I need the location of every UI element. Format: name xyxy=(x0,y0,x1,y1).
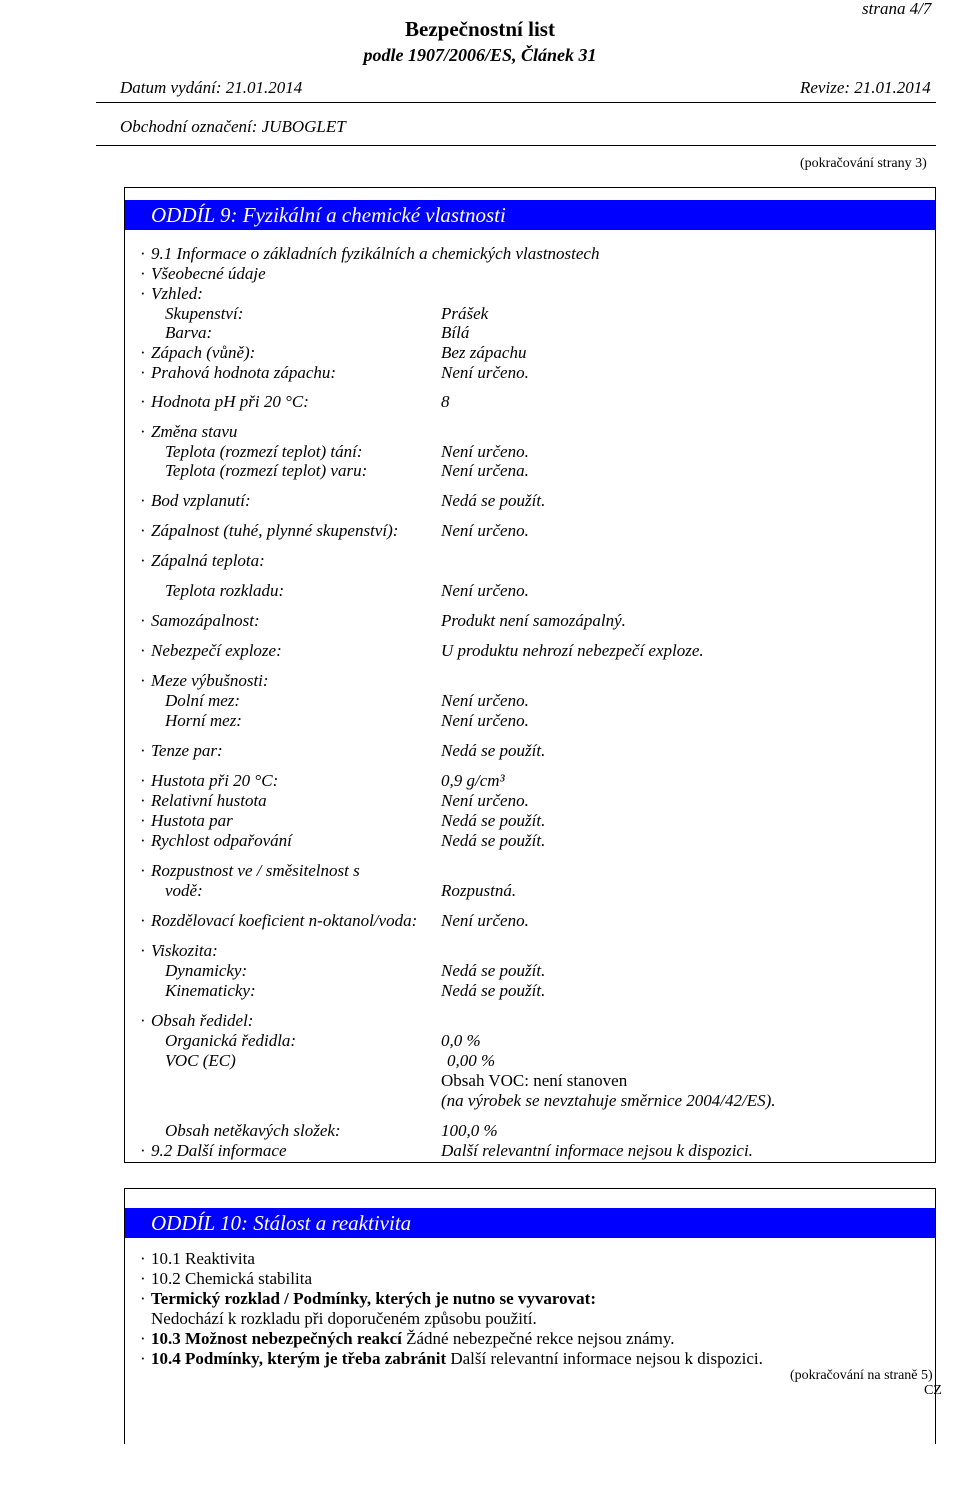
density-value: 0,9 g/cm³ xyxy=(441,771,505,790)
solubility-label: · Rozpustnost ve / směsitelnost s xyxy=(151,862,360,879)
document-subtitle: podle 1907/2006/ES, Článek 31 xyxy=(363,45,597,65)
evaporation-rate-value: Nedá se použít. xyxy=(441,831,546,850)
melting-value: Není určeno. xyxy=(441,442,529,461)
color-value: Bílá xyxy=(441,323,470,342)
boiling-label: Teplota (rozmezí teplot) varu: xyxy=(165,461,368,480)
subsection-9-2: · 9.2 Další informace xyxy=(151,1142,287,1159)
viscosity-heading: · Viskozita: xyxy=(151,942,218,959)
organic-solvents-value: 0,0 % xyxy=(441,1031,481,1050)
melting-label: Teplota (rozmezí teplot) tání: xyxy=(165,442,363,461)
vapour-density-label: · Hustota par xyxy=(151,812,233,829)
general-info-heading: · Všeobecné údaje xyxy=(151,265,266,282)
kinematic-viscosity-label: Kinematicky: xyxy=(165,981,256,1000)
partition-coefficient-value: Není určeno. xyxy=(441,911,529,930)
subsection-9-2-value: Další relevantní informace nejsou k dispozici. xyxy=(441,1141,753,1160)
dynamic-viscosity-value: Nedá se použít. xyxy=(441,961,546,980)
state-value: Prášek xyxy=(441,304,489,323)
section-9-title: ODDÍL 9: Fyzikální a chemické vlastnosti xyxy=(151,203,506,227)
relative-density-value: Není určeno. xyxy=(441,791,529,810)
organic-solvents-label: Organická ředidla: xyxy=(165,1031,297,1050)
vapour-pressure-value: Nedá se použít. xyxy=(441,741,546,760)
subsection-9-1: · 9.1 Informace o základních fyzikálních a chemických vlastnostech xyxy=(151,245,599,262)
vapour-pressure-label: · Tenze par: xyxy=(151,742,223,759)
flash-point-value: Nedá se použít. xyxy=(441,491,546,510)
header-divider xyxy=(96,102,936,103)
odor-value: Bez zápachu xyxy=(441,343,527,362)
partition-coefficient-label: · Rozdělovací koeficient n-oktanol/voda: xyxy=(151,912,417,929)
voc-value: 0,00 % xyxy=(447,1051,496,1070)
boiling-value: Není určena. xyxy=(441,461,529,480)
revision-date: Revize: 21.01.2014 xyxy=(800,78,931,97)
conditions-to-avoid-item xyxy=(151,1350,763,1367)
section-9-heading xyxy=(125,200,935,230)
ph-label: · Hodnota pH při 20 °C: xyxy=(151,393,309,410)
lower-limit-label: Dolní mez: xyxy=(165,691,241,710)
self-ignition-label: · Samozápalnost: xyxy=(151,612,260,629)
thermal-decomposition-value: Nedochází k rozkladu při doporučeném způsobu použití. xyxy=(151,1309,537,1328)
solvents-heading: · Obsah ředidel: xyxy=(151,1012,253,1029)
issue-date: Datum vydání: 21.01.2014 xyxy=(120,78,303,97)
vapour-density-value: Nedá se použít. xyxy=(441,811,546,830)
decomposition-label: Teplota rozkladu: xyxy=(165,581,285,600)
relative-density-label: · Relativní hustota xyxy=(151,792,267,809)
odor-label: · Zápach (vůně): xyxy=(151,344,255,361)
section-10-box xyxy=(124,1188,936,1444)
chemical-stability-item: · 10.2 Chemická stabilita xyxy=(151,1270,312,1287)
dynamic-viscosity-label: Dynamicky: xyxy=(165,961,248,980)
explosion-danger-label: · Nebezpečí exploze: xyxy=(151,642,282,659)
thermal-decomposition-label: · Termický rozklad / Podmínky, kterých je nutno se vyvarovat: xyxy=(151,1290,596,1307)
voc-directive-note: (na výrobek se nevztahuje směrnice 2004/42/ES). xyxy=(441,1091,776,1110)
nonvolatile-value: 100,0 % xyxy=(441,1121,498,1140)
page-number: strana 4/7 xyxy=(862,0,932,18)
odor-threshold-value: Není určeno. xyxy=(441,363,529,382)
conditions-to-avoid-value: Další relevantní informace nejsou k dispozici. xyxy=(450,1349,763,1368)
reactivity-item: · 10.1 Reaktivita xyxy=(151,1250,255,1267)
evaporation-rate-label: · Rychlost odpařování xyxy=(151,832,292,849)
ph-value: 8 xyxy=(441,392,450,411)
section-9-box xyxy=(124,187,936,1163)
self-ignition-value: Produkt není samozápalný. xyxy=(441,611,626,630)
flash-point-label: · Bod vzplanutí: xyxy=(151,492,251,509)
decomposition-value: Není určeno. xyxy=(441,581,529,600)
continued-to-note: (pokračování na straně 5) xyxy=(790,1368,933,1383)
color-label: Barva: xyxy=(165,323,213,342)
hazardous-reactions-label: 10.3 Možnost nebezpečných reakcí xyxy=(151,1329,402,1348)
nonvolatile-label: Obsah netěkavých složek: xyxy=(165,1121,341,1140)
flammability-label: · Zápalnost (tuhé, plynné skupenství): xyxy=(151,522,398,539)
upper-limit-value: Není určeno. xyxy=(441,711,529,730)
lower-limit-value: Není určeno. xyxy=(441,691,529,710)
explosive-limits-heading: · Meze výbušnosti: xyxy=(151,672,269,689)
appearance-heading: · Vzhled: xyxy=(151,285,203,302)
upper-limit-label: Horní mez: xyxy=(165,711,242,730)
ignition-temp-label: · Zápalná teplota: xyxy=(151,552,265,569)
trade-name-divider xyxy=(96,145,936,146)
kinematic-viscosity-value: Nedá se použít. xyxy=(441,981,546,1000)
voc-label: VOC (EC) xyxy=(165,1051,236,1070)
odor-threshold-label: · Prahová hodnota zápachu: xyxy=(151,364,336,381)
continued-from-note: (pokračování strany 3) xyxy=(800,156,927,171)
solubility-value: Rozpustná. xyxy=(441,881,517,900)
hazardous-reactions-item xyxy=(151,1330,675,1347)
state-change-heading: · Změna stavu xyxy=(151,423,237,440)
hazardous-reactions-value: Žádné nebezpečné rekce nejsou známy. xyxy=(406,1329,675,1348)
solubility-label-cont: vodě: xyxy=(165,881,203,900)
section-10-heading xyxy=(125,1208,935,1238)
document-title: Bezpečnostní list xyxy=(405,17,555,41)
state-label: Skupenství: xyxy=(165,304,244,323)
language-code: CZ xyxy=(924,1383,942,1398)
section-10-title: ODDÍL 10: Stálost a reaktivita xyxy=(151,1211,412,1235)
conditions-to-avoid-label: 10.4 Podmínky, kterým je třeba zabránit xyxy=(151,1349,447,1368)
flammability-value: Není určeno. xyxy=(441,521,529,540)
voc-note: Obsah VOC: není stanoven xyxy=(441,1071,628,1090)
density-label: · Hustota při 20 °C: xyxy=(151,772,278,789)
trade-name: Obchodní označení: JUBOGLET xyxy=(120,117,346,136)
explosion-danger-value: U produktu nehrozí nebezpečí exploze. xyxy=(441,641,704,660)
